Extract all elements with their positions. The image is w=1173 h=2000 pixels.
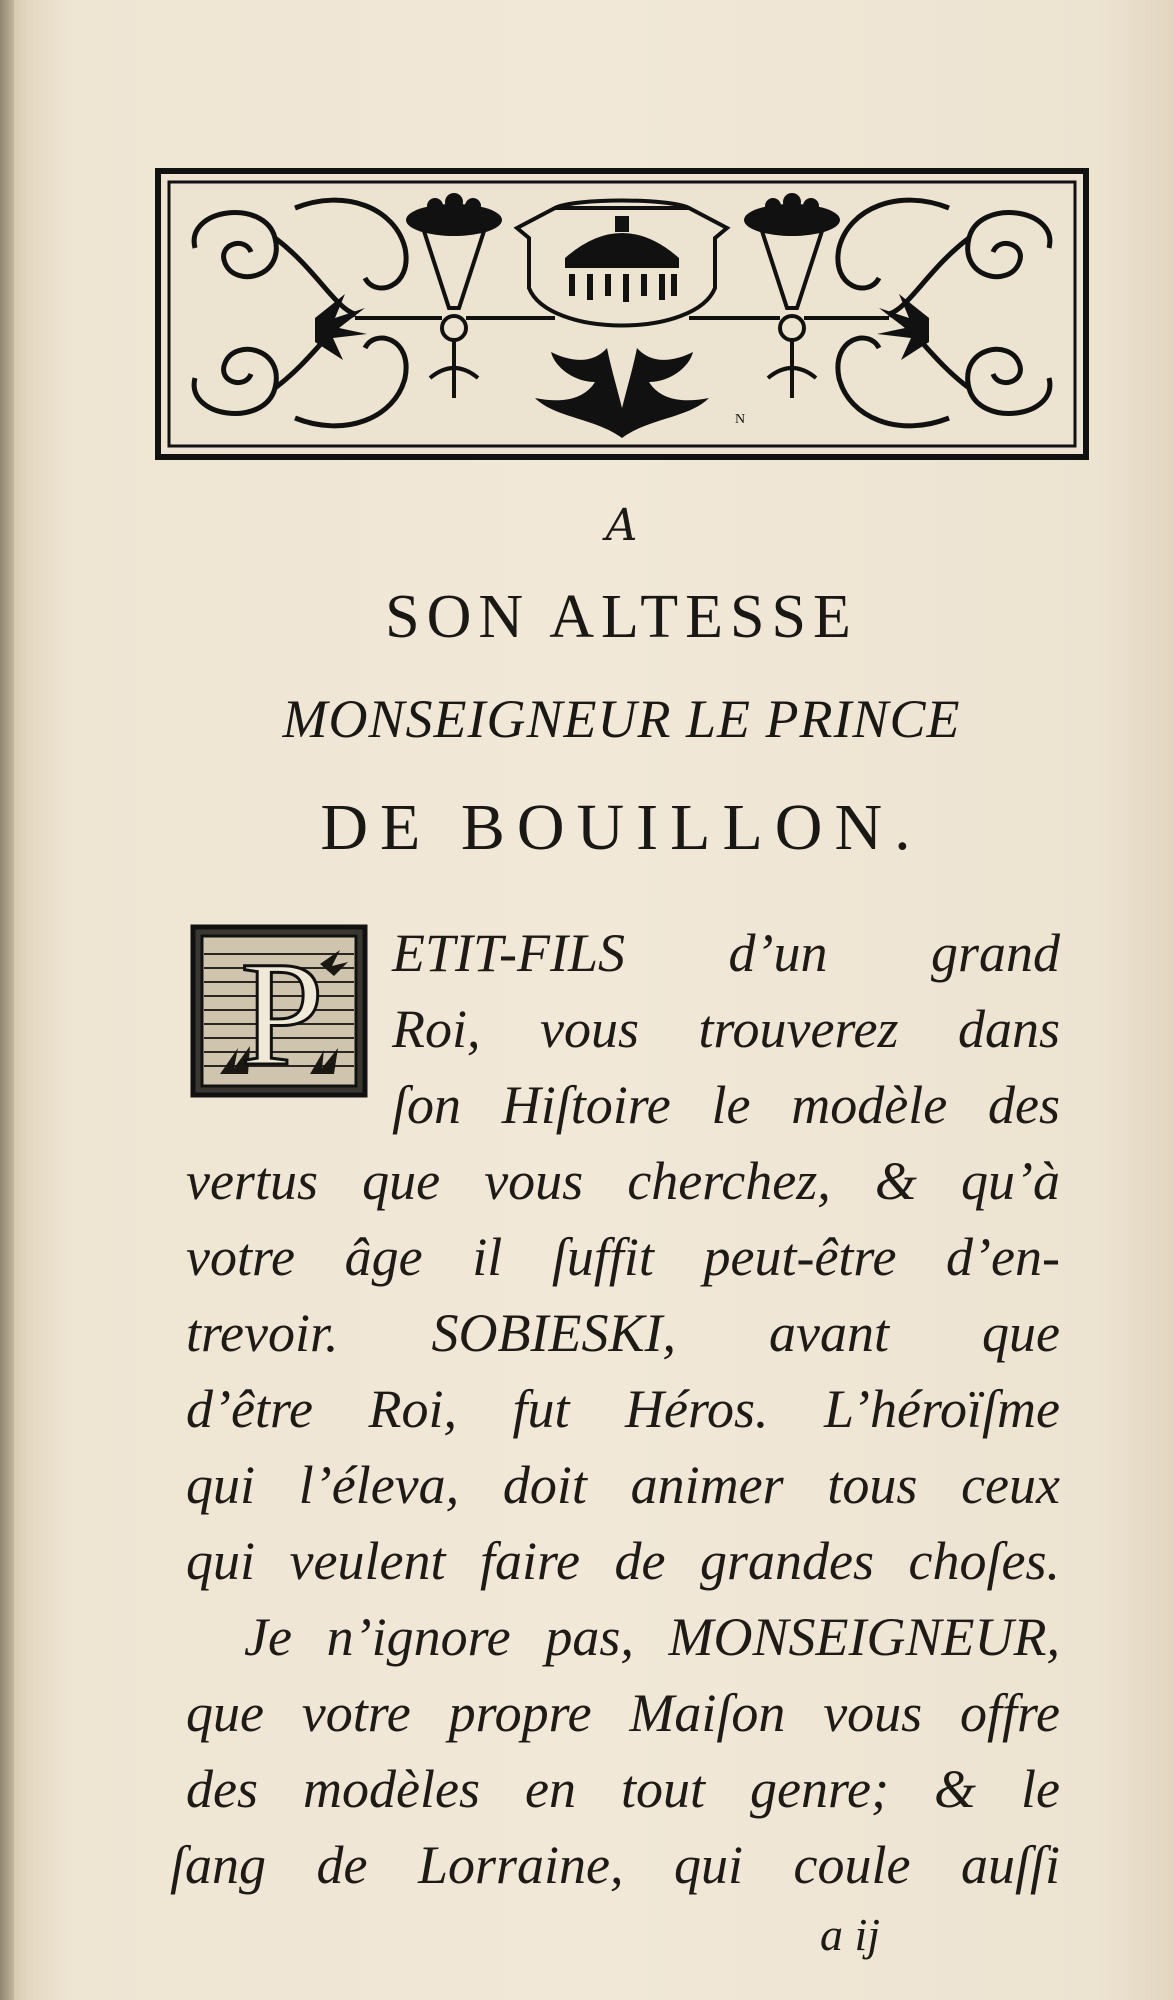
text-line-4: vertus que vous cherchez, & qu’à bbox=[186, 1151, 1060, 1211]
text-line-13: ſang de Lorraine, qui coule auſſi bbox=[170, 1835, 1060, 1895]
dedication-line-2: MONSEIGNEUR LE PRINCE bbox=[282, 689, 961, 749]
dropcap-letter: P bbox=[240, 931, 324, 1097]
dedication-line-1: SON ALTESSE bbox=[385, 583, 858, 651]
text-line-9: qui veulent faire de grandes choſes. bbox=[186, 1531, 1060, 1591]
svg-text:N: N bbox=[735, 412, 746, 427]
text-line-6: trevoir. SOBIESKI, avant que bbox=[186, 1303, 1060, 1363]
text-line-1: ETIT-FILS d’un grand bbox=[392, 923, 1060, 983]
text-line-11: que votre propre Maiſon vous offre bbox=[186, 1683, 1060, 1743]
text-line-3: ſon Hiſtoire le modèle des bbox=[392, 1075, 1060, 1135]
text-line-12: des modèles en tout genre; & le bbox=[186, 1759, 1060, 1819]
text-line-5: votre âge il ſuffit peut-être d’en- bbox=[186, 1227, 1060, 1287]
dedication-line-3: DE BOUILLON. bbox=[320, 791, 923, 864]
text-line-10: Je n’ignore pas, MONSEIGNEUR, bbox=[244, 1607, 1060, 1667]
text-line-8: qui l’éleva, doit animer tous ceux bbox=[186, 1455, 1060, 1515]
ornament-headpiece bbox=[155, 168, 1089, 460]
text-line-2: Roi, vous trouverez dans bbox=[392, 999, 1060, 1059]
text-line-7: d’être Roi, fut Héros. L’héroïſme bbox=[186, 1379, 1060, 1439]
headpiece-ornament-icon bbox=[155, 168, 1089, 460]
dropcap-frame-icon bbox=[190, 924, 368, 1098]
dropcap-initial bbox=[190, 924, 368, 1098]
dedication-a: A bbox=[605, 500, 638, 551]
signature-mark: a ij bbox=[820, 1909, 881, 1960]
